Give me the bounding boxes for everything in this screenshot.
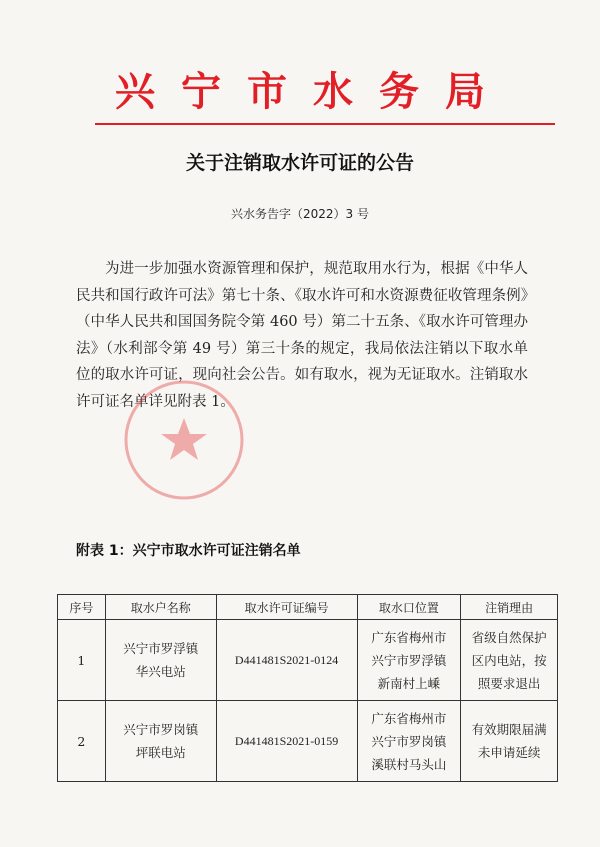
cancellation-reason <box>461 701 558 782</box>
name-line: 兴宁市罗岗镇 <box>123 722 199 737</box>
reason-line: 省级自然保护 <box>471 629 547 645</box>
reason-line: 照要求退出 <box>477 675 541 691</box>
col-header-reason: 注销理由 <box>461 595 558 620</box>
location-line: 兴宁市罗岗镇 <box>371 733 447 749</box>
cancellation-reason <box>461 620 558 701</box>
location-line: 广东省梅州市 <box>371 710 447 726</box>
col-header-name: 取水户名称 <box>105 595 216 620</box>
reason-line: 未申请延续 <box>477 745 541 760</box>
intake-location <box>357 701 461 782</box>
license-number: D441481S2021-0124 <box>216 620 357 701</box>
location-line: 广东省梅州市 <box>371 629 447 645</box>
agency-name: 兴宁市水务局 <box>115 68 511 115</box>
col-header-location: 取水口位置 <box>357 595 461 620</box>
location-line: 兴宁市罗浮镇 <box>371 652 447 668</box>
name-line: 兴宁市罗浮镇 <box>123 641 199 656</box>
header-red-line <box>95 123 555 125</box>
name-line: 坪联电站 <box>135 745 186 760</box>
document-number: 兴水务告字（2022）3 号 <box>231 207 369 221</box>
reason-line: 有效期限届满 <box>471 722 547 737</box>
announcement-title: 关于注销取水许可证的公告 <box>185 152 414 174</box>
location-line: 溪联村马头山 <box>371 756 447 772</box>
official-seal-icon <box>122 378 246 502</box>
cancellation-table <box>57 594 558 782</box>
water-user-name <box>105 701 216 782</box>
col-header-license: 取水许可证编号 <box>216 595 357 620</box>
annex-title: 附表 1：兴宁市取水许可证注销名单 <box>76 543 301 559</box>
water-user-name <box>105 620 216 701</box>
col-header-no: 序号 <box>58 595 106 620</box>
table-header-row <box>58 595 558 620</box>
reason-line: 区内电站，按 <box>471 652 547 668</box>
table-row <box>58 620 558 701</box>
intake-location <box>357 620 461 701</box>
table-row <box>58 701 558 782</box>
name-line: 华兴电站 <box>135 664 186 679</box>
row-number: 2 <box>58 701 106 782</box>
row-number: 1 <box>58 620 106 701</box>
license-number: D441481S2021-0159 <box>216 701 357 782</box>
announcement-body: 为进一步加强水资源管理和保护，规范取用水行为，根据《中华人民共和国行政许可法》第七十条、《取水许可和水资源费征收管理条例》（中华人民共和国国务院令第 460 号）第二十五条、《取水许可管理办法》（水利部令第 49 号）第三十条的规定，我局依法注销以下取水单位的取水许可证，现向社会公告。如有取水，视为无证取水。注销取水许可证名单详见附表 1。 <box>76 261 528 410</box>
location-line: 新南村上嵊 <box>377 675 441 691</box>
